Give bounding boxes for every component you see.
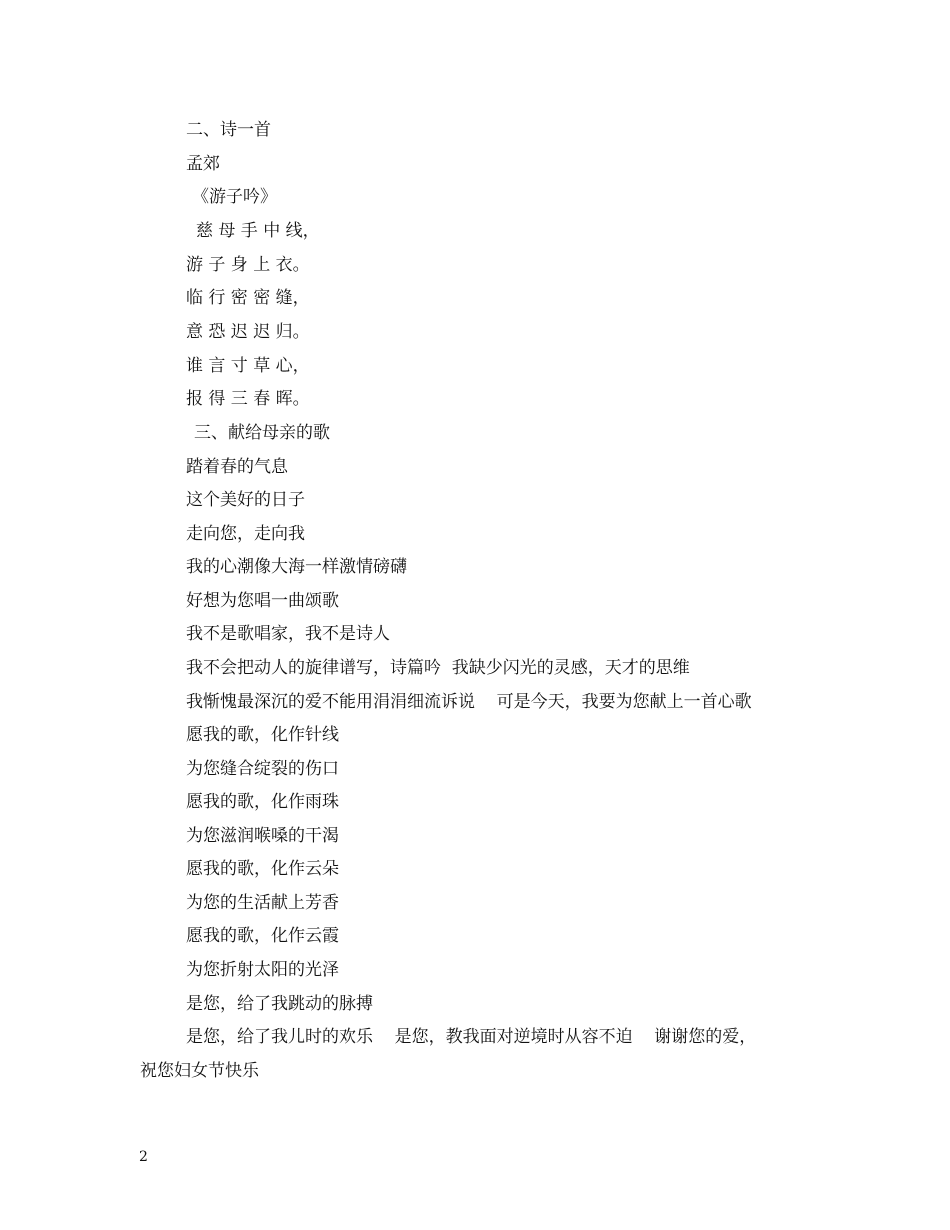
- song-line: 愿我的歌，化作云霞: [186, 926, 339, 946]
- song-line: 为您的生活献上芳香: [186, 893, 339, 913]
- song-line: 这个美好的日子: [186, 490, 305, 510]
- poem-title: 《游子吟》: [192, 187, 277, 207]
- poem-line: 临 行 密 密 缝，: [186, 288, 310, 308]
- poem-line: 报 得 三 春 晖。: [186, 389, 310, 409]
- song-line: 为您滋润喉嗓的干渴: [186, 826, 339, 846]
- song-line: 我的心潮像大海一样激情磅礴: [186, 557, 407, 577]
- poem-line: 游 子 身 上 衣。: [186, 255, 310, 275]
- page-number: 2: [139, 1149, 148, 1165]
- song-line: 为您折射太阳的光泽: [186, 960, 339, 980]
- song-line: 愿我的歌，化作云朵: [186, 859, 339, 879]
- poem-line: 意 恐 迟 迟 归。: [186, 322, 310, 342]
- song-line: 我不会把动人的旋律谱写，诗篇吟 我缺少闪光的灵感，天才的思维: [186, 658, 690, 678]
- poem-author: 孟郊: [186, 154, 220, 174]
- song-line: 愿我的歌，化作雨珠: [186, 792, 339, 812]
- song-line: 踏着春的气息: [186, 457, 288, 477]
- song-line: 是您，给了我跳动的脉搏: [186, 994, 373, 1014]
- section-heading-song: 三、献给母亲的歌: [194, 423, 330, 443]
- song-line: 我不是歌唱家，我不是诗人: [186, 624, 390, 644]
- poem-line: 慈 母 手 中 线，: [196, 221, 320, 241]
- song-closing: 祝您妇女节快乐: [140, 1061, 259, 1081]
- song-line: 愿我的歌，化作针线: [186, 725, 339, 745]
- song-line: 为您缝合绽裂的伤口: [186, 759, 339, 779]
- song-line: 好想为您唱一曲颂歌: [186, 591, 339, 611]
- song-line: 是您，给了我儿时的欢乐 是您，教我面对逆境时从容不迫 谢谢您的爱，: [186, 1027, 757, 1047]
- poem-line: 谁 言 寸 草 心，: [186, 356, 310, 376]
- section-heading-poem: 二、诗一首: [186, 120, 271, 140]
- song-line: 我惭愧最深沉的爱不能用涓涓细流诉说 可是今天，我要为您献上一首心歌: [186, 692, 752, 712]
- song-line: 走向您，走向我: [186, 524, 305, 544]
